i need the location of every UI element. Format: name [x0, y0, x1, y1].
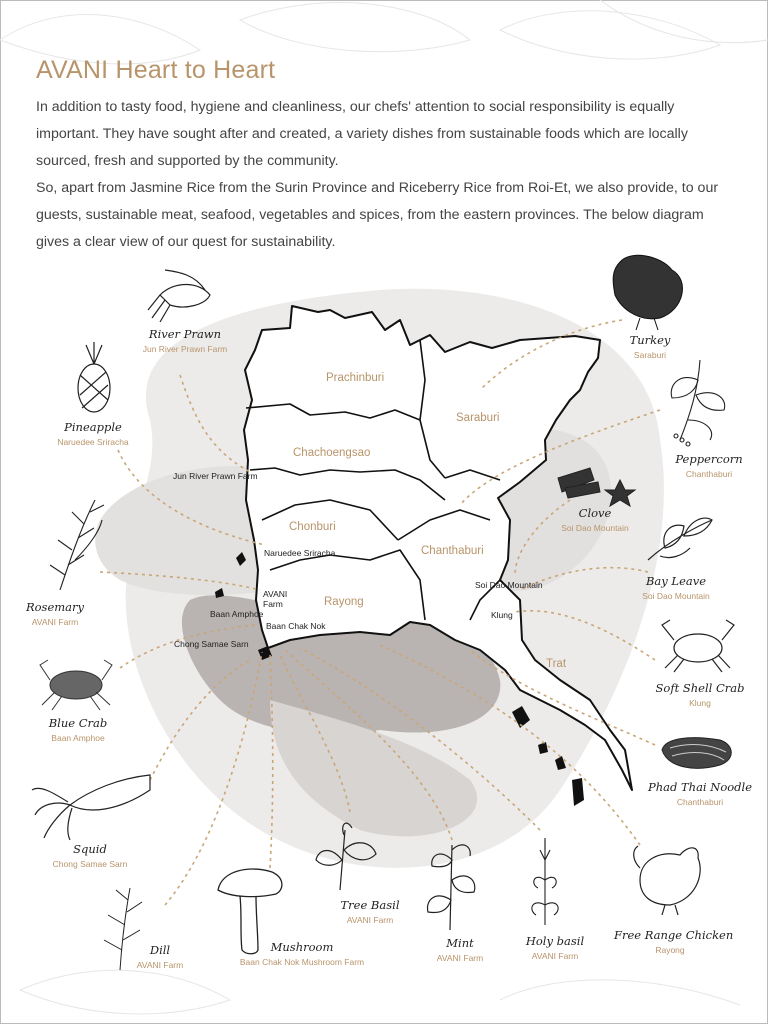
province-label-rayong: Rayong [324, 596, 364, 608]
river-prawn-icon [148, 270, 210, 322]
province-label-chonburi: Chonburi [289, 521, 336, 533]
ingredient-source: Baan Amphoe [51, 733, 105, 743]
ingredient-mushroom [232, 940, 372, 967]
holy-basil-icon [532, 838, 558, 925]
ingredient-free-range-chicken [614, 928, 734, 955]
ingredient-source: Naruedee Sriracha [57, 437, 129, 447]
location-label-chong-samae-sarn: Chong Samae Sarn [174, 639, 249, 649]
ingredient-source: Jun River Prawn Farm [142, 344, 228, 354]
ingredient-rosemary [10, 600, 100, 627]
ingredient-name: Bay Leave [645, 574, 707, 588]
ingredient-name: River Prawn [148, 327, 222, 341]
province-label-chachoengsao: Chachoengsao [293, 447, 371, 459]
ingredient-river-prawn [130, 327, 240, 354]
province-label-trat: Trat [546, 658, 567, 670]
ingredient-name: Clove [578, 506, 612, 520]
ingredient-pineapple [38, 420, 148, 447]
ingredient-source: AVANI Farm [346, 915, 394, 925]
ingredient-name: Free Range Chicken [614, 928, 734, 942]
ingredient-source: AVANI Farm [136, 960, 184, 970]
location-label-klung: Klung [491, 610, 513, 620]
ingredient-source: Saraburi [633, 350, 667, 360]
location-label-naruedee: Naruedee Sriracha [264, 548, 336, 558]
ingredient-name: Turkey [629, 333, 671, 347]
ingredient-clove [545, 506, 645, 533]
ingredient-phad-thai-noodle [640, 780, 760, 807]
ingredient-name: Blue Crab [48, 716, 108, 730]
ingredient-name: Peppercorn [675, 452, 743, 466]
location-label-avani-farm: AVANI Farm [263, 589, 288, 609]
ingredient-dill [120, 943, 200, 970]
ingredient-source: Chong Samae Sarn [52, 859, 128, 869]
ingredient-name: Rosemary [25, 600, 85, 614]
ingredient-holy-basil [515, 934, 595, 961]
squid-icon [32, 775, 150, 840]
ingredient-tree-basil [330, 898, 410, 925]
ingredient-source: Rayong [655, 945, 685, 955]
ingredient-turkey [610, 333, 690, 360]
noodle-icon [662, 738, 731, 769]
pineapple-icon [78, 342, 110, 412]
ingredient-mint [420, 936, 500, 963]
ingredient-soft-shell-crab [650, 681, 750, 708]
province-label-chanthaburi: Chanthaburi [421, 545, 484, 557]
ingredient-name: Soft Shell Crab [655, 681, 745, 695]
soft-shell-crab-icon [662, 620, 734, 672]
ingredient-blue-crab [28, 716, 128, 743]
location-label-jun-river: Jun River Prawn Farm [173, 471, 258, 481]
ingredient-source: AVANI Farm [531, 951, 579, 961]
ingredient-name: Pineapple [64, 420, 122, 434]
ingredient-peppercorn [664, 452, 754, 479]
ingredient-source: Chanthaburi [685, 469, 733, 479]
location-label-baan-amphoe: Baan Amphoe [210, 609, 264, 619]
ingredient-source: Soi Dao Mountain [642, 591, 710, 601]
location-label-soi-dao: Soi Dao Mountain [475, 580, 543, 590]
province-label-prachinburi: Prachinburi [326, 372, 385, 384]
ingredient-source: Baan Chak Nok Mushroom Farm [239, 957, 365, 967]
ingredient-source: Klung [689, 698, 711, 708]
location-label-baan-chak-nok: Baan Chak Nok [266, 621, 326, 631]
intro-paragraph-2: So, apart from Jasmine Rice from the Surin Province and Riceberry Rice from Roi-Et, we also provide, to our guests, sustainable meat, seafood, vegetables and spices, from the eastern provinces. The below diagram gives a clear view of our quest for sustainability. [36, 180, 719, 250]
ingredient-name: Squid [73, 842, 107, 856]
ingredient-source: Chanthaburi [676, 797, 724, 807]
peppercorn-icon [671, 360, 724, 446]
ingredient-squid [40, 842, 140, 869]
ingredient-name: Mushroom [270, 940, 334, 954]
ingredient-name: Dill [149, 943, 171, 957]
ingredient-source: AVANI Farm [436, 953, 484, 963]
ingredient-name: Tree Basil [340, 898, 400, 912]
ingredient-name: Mint [446, 936, 474, 950]
province-label-saraburi: Saraburi [456, 412, 500, 424]
page-title: AVANI Heart to Heart [36, 56, 276, 84]
ingredient-name: Phad Thai Noodle [647, 780, 753, 794]
ingredient-source: AVANI Farm [31, 617, 79, 627]
blue-crab-icon [40, 660, 112, 710]
chicken-icon [634, 846, 700, 915]
ingredient-name: Holy basil [525, 934, 585, 948]
ingredient-source: Soi Dao Mountain [561, 523, 629, 533]
turkey-icon [613, 255, 682, 330]
ingredient-bay-leave [626, 574, 726, 601]
intro-paragraph-1: In addition to tasty food, hygiene and cleanliness, our chefs' attention to social responsibility is equally important. They have sought after and created, a variety dishes from sustainable foods which are locally sourced, fresh and supported by the community. [36, 99, 688, 169]
